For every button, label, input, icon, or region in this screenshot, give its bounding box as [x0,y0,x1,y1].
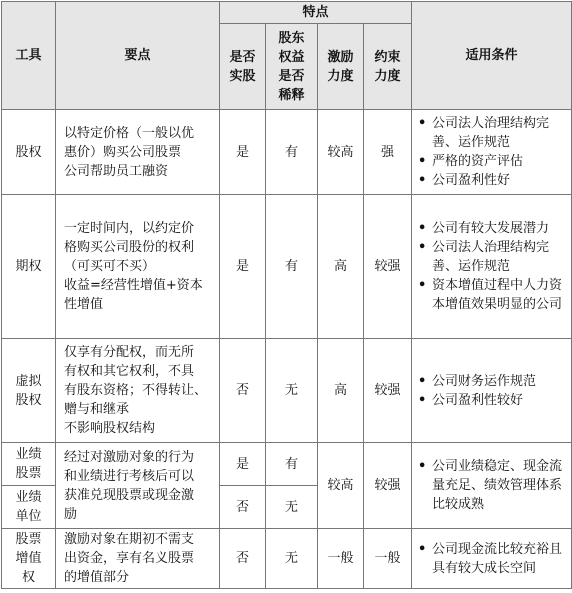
condition-item: • 公司财务运作规范 [418,372,567,391]
points-line: 格购买公司股份的权利 [64,240,195,255]
constraint-cell: 较强 [364,443,412,529]
real-stock-cell: 是 [220,195,266,339]
points-line: 获准兑现股票或现金激 [64,487,195,503]
points-line: 和业绩进行考核后可以 [64,468,195,484]
points-line: 惠价）购买公司股票 [64,144,182,160]
condition-item: • 公司盈利性较好 [418,391,567,410]
real-stock-cell: 否 [220,486,266,529]
points-line: 不影响股权结构 [64,421,156,436]
header-conditions: 适用条件 [412,2,572,110]
real-stock-cell: 是 [220,110,266,195]
constraint-cell: 较强 [364,195,412,339]
condition-item: • 资本增值过程中人力资本增值效果明显的公司 [418,276,567,314]
dilution-cell: 有 [266,195,318,339]
real-stock-cell: 否 [220,529,266,589]
table-row [2,195,572,339]
header-features: 特点 [220,2,412,24]
conditions-cell [412,443,572,529]
condition-item: • 严格的资产评估 [418,152,567,171]
header-tool: 工具 [2,2,56,110]
tool-cell: 股票 增值 权 [2,529,56,589]
constraint-cell: 强 [364,110,412,195]
header-constraint: 约束 力度 [364,24,412,110]
condition-item: • 公司盈利性好 [418,171,567,190]
points-line: 经过对激励对象的行为 [64,449,195,465]
incentive-tools-table [1,1,572,589]
points-line: 以特定价格（一般以优 [64,125,195,141]
condition-item: • 公司法人治理结构完善、运作规范 [418,114,567,152]
tool-cell: 业绩 单位 [2,486,56,529]
points-line: 有权和其它权利，不具 [64,364,195,379]
points-line: 赠与和继承 [64,402,130,417]
dilution-cell: 无 [266,486,318,529]
condition-item: • 公司业绩稳定、现金流量充足、绩效管理体系比较成熟 [418,457,567,514]
conditions-cell [412,110,572,195]
header-incentive: 激励 力度 [318,24,364,110]
points-line: 激励对象在期初不需支 [64,532,195,547]
points-line: 的增值部分 [64,570,130,585]
points-line: 有股东资格；不得转让、 [64,383,208,398]
real-stock-cell: 是 [220,443,266,486]
points-cell [56,110,220,195]
tool-cell: 业绩 股票 [2,443,56,486]
points-line: 收益=经营性增值+资本 [64,278,203,293]
tool-cell: 期权 [2,195,56,339]
table-row [2,529,572,589]
header-points: 要点 [56,2,220,110]
points-cell [56,195,220,339]
constraint-cell: 较强 [364,339,412,443]
tool-cell: 股权 [2,110,56,195]
incentive-cell: 较高 [318,443,364,529]
table-row [2,110,572,195]
conditions-cell [412,339,572,443]
points-line: （可买可不买） [64,259,156,274]
points-line: 一定时间内，以约定价 [64,221,195,236]
points-cell [56,339,220,443]
tool-cell: 虚拟 股权 [2,339,56,443]
incentive-cell: 高 [318,195,364,339]
dilution-cell: 有 [266,110,318,195]
condition-item: • 公司有较大发展潜力 [418,219,567,238]
conditions-cell [412,195,572,339]
real-stock-cell: 否 [220,339,266,443]
points-line: 公司帮助员工融资 [64,163,169,179]
points-line: 性增值 [64,297,104,312]
constraint-cell: 一般 [364,529,412,589]
dilution-cell: 有 [266,443,318,486]
incentive-cell: 高 [318,339,364,443]
points-cell [56,529,220,589]
dilution-cell: 无 [266,339,318,443]
condition-item: • 公司法人治理结构完善、运作规范 [418,238,567,276]
incentive-cell: 较高 [318,110,364,195]
header-is-real-stock: 是否 实股 [220,24,266,110]
dilution-cell: 无 [266,529,318,589]
points-line: 仅享有分配权，而无所 [64,345,195,360]
points-line: 励 [64,506,78,522]
header-dilution: 股东 权益 是否 稀释 [266,24,318,110]
conditions-cell [412,529,572,589]
points-line: 出资金，享有名义股票 [64,551,195,566]
points-cell [56,443,220,529]
condition-item: • 公司现金流比较充裕且具有较大成长空间 [418,540,567,578]
incentive-cell: 一般 [318,529,364,589]
table-row [2,339,572,443]
table-row [2,443,572,486]
